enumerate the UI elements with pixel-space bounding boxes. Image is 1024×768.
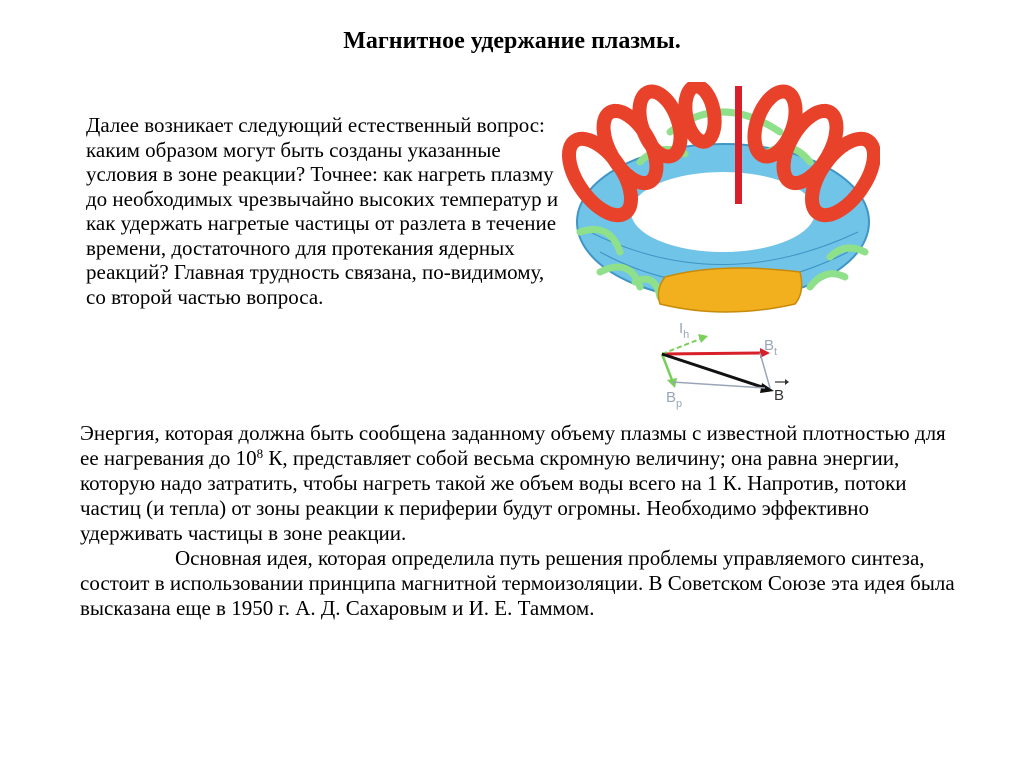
paragraph-energy-part1: Энергия, которая должна быть сообщена заданному объему плазмы с известной плотностью для ее нагревания до 10: [80, 421, 946, 470]
paragraph-main-idea: Основная идея, которая определила путь решения проблемы управляемого синтеза, состоит в использовании принципа магнитной термоизоляции. В Советском Союзе эта идея была высказана еще в 1950 г. А. Д. Сахаровым и И. Е. Таммом.: [80, 546, 955, 620]
label-bp-sub: p: [676, 398, 683, 410]
label-bt: B: [764, 337, 775, 354]
label-ih: I: [679, 320, 684, 337]
paragraph-energy-part2: К, представляет собой весьма скромную величину; она равна энергии, которую надо затратить, чтобы нагреть такой же объем воды всего на 1 К. Напротив, потоки частиц (и тепла) от зоны реакции к периферии будут огромны. Необходимо эффективно удерживать частицы в зоне реакции.: [80, 446, 907, 545]
label-bp: B: [666, 389, 677, 406]
central-coil: [735, 86, 742, 204]
svg-text:Bp: [666, 389, 682, 410]
field-vector-diagram: [662, 320, 789, 410]
intro-paragraph: Далее возникает следующий естественный вопрос: каким образом могут быть созданы указанные условия в зоне реакции? Точнее: как нагреть плазму до необходимых чрезвычайно высоких температур и как удержать нагретые частицы от разлета в течение времени, достаточного для протекания ядерных реакций? Главная трудность связана, по-видимому, со второй частью вопроса.: [86, 113, 559, 309]
tokamak-diagram: [560, 82, 880, 412]
page-title: Магнитное удержание плазмы.: [343, 28, 681, 54]
label-b: B: [774, 387, 785, 404]
label-ih-sub: h: [683, 329, 690, 341]
tokamak-figure: [560, 82, 880, 412]
label-bt-sub: t: [774, 346, 778, 358]
svg-text:Ih: [679, 320, 689, 341]
body-text: [80, 421, 960, 621]
paragraph-energy: [80, 421, 960, 546]
exponent: 8: [256, 446, 264, 461]
plasma-core: [658, 268, 801, 312]
